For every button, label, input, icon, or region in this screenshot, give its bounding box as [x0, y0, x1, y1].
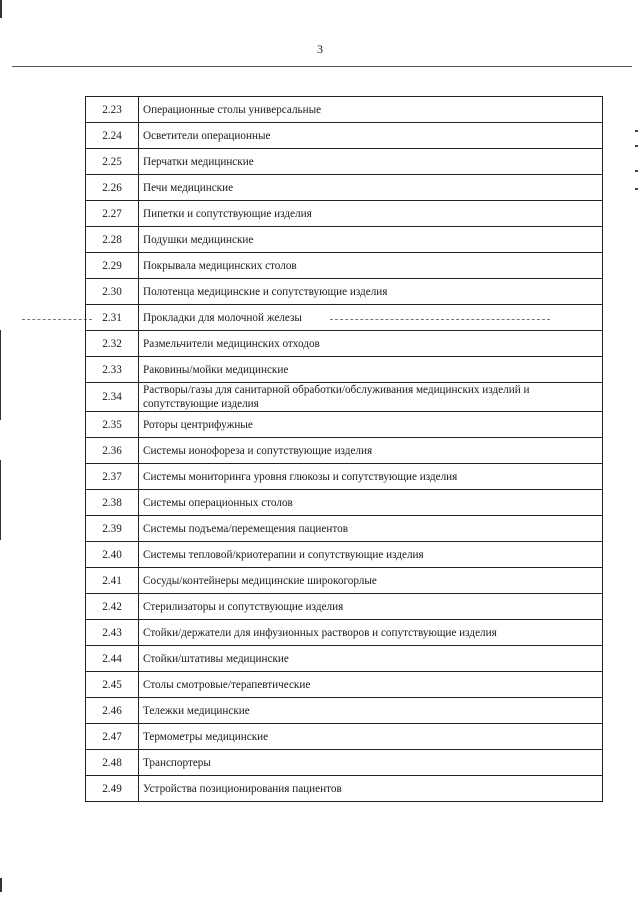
- item-name: Операционные столы универсальные: [139, 97, 603, 123]
- item-name: Покрывала медицинских столов: [139, 253, 603, 279]
- table-row: [86, 516, 603, 542]
- item-number: 2.44: [86, 646, 139, 672]
- scan-edge-mark: [635, 145, 638, 147]
- table-row: [86, 123, 603, 149]
- item-number: 2.33: [86, 357, 139, 383]
- item-name: Стойки/штативы медицинские: [139, 646, 603, 672]
- item-number: 2.31: [86, 305, 139, 331]
- scan-edge-mark: [635, 130, 638, 132]
- header-rule: [12, 66, 632, 67]
- item-number: 2.38: [86, 490, 139, 516]
- item-name: Полотенца медицинские и сопутствующие изделия: [139, 279, 603, 305]
- table-row: [86, 568, 603, 594]
- table-row: [86, 464, 603, 490]
- item-number: 2.27: [86, 201, 139, 227]
- item-name: Транспортеры: [139, 750, 603, 776]
- table-row: [86, 149, 603, 175]
- item-name: Роторы центрифужные: [139, 412, 603, 438]
- item-number: 2.30: [86, 279, 139, 305]
- table-row: [86, 620, 603, 646]
- item-name: Системы тепловой/криотерапии и сопутствующие изделия: [139, 542, 603, 568]
- item-number: 2.26: [86, 175, 139, 201]
- table-row: [86, 750, 603, 776]
- items-table: [85, 96, 603, 802]
- table-row: [86, 646, 603, 672]
- table-row: [86, 227, 603, 253]
- item-number: 2.37: [86, 464, 139, 490]
- scan-dash-line: [22, 319, 92, 320]
- item-number: 2.23: [86, 97, 139, 123]
- table-row: [86, 698, 603, 724]
- table-row: [86, 724, 603, 750]
- item-number: 2.48: [86, 750, 139, 776]
- table-row: [86, 175, 603, 201]
- item-number: 2.43: [86, 620, 139, 646]
- item-name: Системы ионофореза и сопутствующие изделия: [139, 438, 603, 464]
- table-row: [86, 490, 603, 516]
- scan-edge-mark: [0, 330, 1, 420]
- item-number: 2.32: [86, 331, 139, 357]
- item-name: Стойки/держатели для инфузионных растворов и сопутствующие изделия: [139, 620, 603, 646]
- item-number: 2.34: [86, 383, 139, 412]
- scan-edge-mark: [635, 170, 638, 172]
- item-name: Раковины/мойки медицинские: [139, 357, 603, 383]
- scan-edge-mark: [635, 188, 638, 190]
- item-number: 2.47: [86, 724, 139, 750]
- table-row: [86, 594, 603, 620]
- item-name: Подушки медицинские: [139, 227, 603, 253]
- item-number: 2.24: [86, 123, 139, 149]
- item-name: Системы мониторинга уровня глюкозы и сопутствующие изделия: [139, 464, 603, 490]
- item-name: Перчатки медицинские: [139, 149, 603, 175]
- item-number: 2.41: [86, 568, 139, 594]
- table-row: [86, 357, 603, 383]
- scan-edge-mark: [0, 878, 2, 892]
- table-row: [86, 542, 603, 568]
- scan-edge-mark: [0, 0, 2, 18]
- table-row: [86, 672, 603, 698]
- item-name: Пипетки и сопутствующие изделия: [139, 201, 603, 227]
- page-number: 3: [317, 42, 323, 56]
- item-number: 2.49: [86, 776, 139, 802]
- item-name: Размельчители медицинских отходов: [139, 331, 603, 357]
- item-name: Прокладки для молочной железы: [139, 305, 603, 331]
- item-name: Сосуды/контейнеры медицинские широкогорлые: [139, 568, 603, 594]
- table-row: [86, 331, 603, 357]
- scan-edge-mark: [0, 460, 1, 540]
- item-number: 2.35: [86, 412, 139, 438]
- item-number: 2.25: [86, 149, 139, 175]
- table-row: [86, 412, 603, 438]
- table-row: [86, 383, 603, 412]
- item-number: 2.45: [86, 672, 139, 698]
- item-number: 2.40: [86, 542, 139, 568]
- item-name: Устройства позиционирования пациентов: [139, 776, 603, 802]
- item-name: Стерилизаторы и сопутствующие изделия: [139, 594, 603, 620]
- table-row: [86, 438, 603, 464]
- item-name: Печи медицинские: [139, 175, 603, 201]
- table-row: [86, 776, 603, 802]
- item-number: 2.29: [86, 253, 139, 279]
- item-number: 2.46: [86, 698, 139, 724]
- item-number: 2.36: [86, 438, 139, 464]
- item-name: Осветители операционные: [139, 123, 603, 149]
- item-number: 2.42: [86, 594, 139, 620]
- item-name: Термометры медицинские: [139, 724, 603, 750]
- item-number: 2.39: [86, 516, 139, 542]
- table-row: [86, 253, 603, 279]
- table-row: [86, 201, 603, 227]
- item-name: Тележки медицинские: [139, 698, 603, 724]
- table-row: [86, 279, 603, 305]
- item-name: Растворы/газы для санитарной обработки/обслуживания медицинских изделий и сопутствующие изделия: [139, 383, 603, 412]
- table-row: [86, 305, 603, 331]
- item-name: Системы подъема/перемещения пациентов: [139, 516, 603, 542]
- table-row: [86, 97, 603, 123]
- item-number: 2.28: [86, 227, 139, 253]
- item-name: Системы операционных столов: [139, 490, 603, 516]
- item-name: Столы смотровые/терапевтические: [139, 672, 603, 698]
